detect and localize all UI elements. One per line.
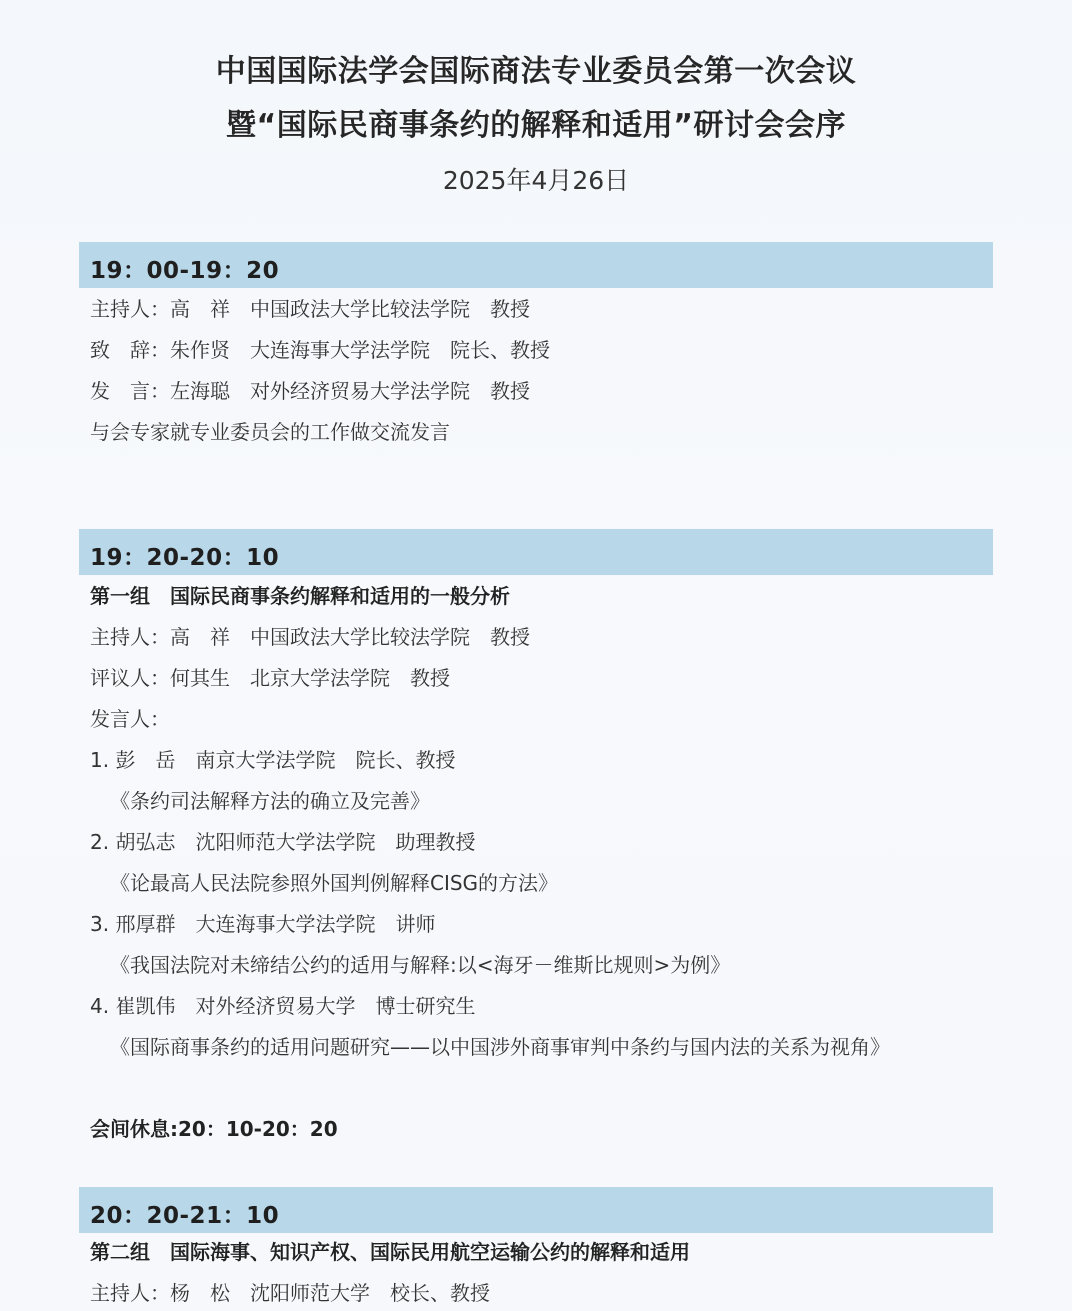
session-1-exchange: 与会专家就专业委员会的工作做交流发言 <box>90 420 450 444</box>
session-3-time: 20：20-21：10 <box>90 1203 280 1229</box>
session-1-time-bar <box>79 242 993 288</box>
break-time: 会间休息:20：10-20：20 <box>90 1117 338 1141</box>
speaker-3-paper: 《我国法院对未缔结公约的适用与解释:以<海牙－维斯比规则>为例》 <box>110 953 731 977</box>
session-3-group-title: 第二组 国际海事、知识产权、国际民用航空运输公约的解释和适用 <box>90 1240 690 1264</box>
speaker-4-info: 4. 崔凯伟 对外经济贸易大学 博士研究生 <box>90 994 476 1018</box>
session-1-host: 主持人：高 祥 中国政法大学比较法学院 教授 <box>90 297 530 321</box>
session-2-time-bar <box>79 529 993 575</box>
speaker-1-paper: 《条约司法解释方法的确立及完善》 <box>110 789 430 813</box>
session-2-speakers-label: 发言人： <box>90 707 170 731</box>
speaker-2-paper: 《论最高人民法院参照外国判例解释CISG的方法》 <box>110 871 559 895</box>
session-1-speech: 发 言：左海聪 对外经济贸易大学法学院 教授 <box>90 379 530 403</box>
speaker-3-info: 3. 邢厚群 大连海事大学法学院 讲师 <box>90 912 436 936</box>
session-2-commentator: 评议人：何其生 北京大学法学院 教授 <box>90 666 450 690</box>
speaker-2-info: 2. 胡弘志 沈阳师范大学法学院 助理教授 <box>90 830 476 854</box>
speaker-4-paper: 《国际商事条约的适用问题研究——以中国涉外商事审判中条约与国内法的关系为视角》 <box>110 1035 890 1059</box>
session-2-group-title: 第一组 国际民商事条约解释和适用的一般分析 <box>90 584 510 608</box>
title-line-2: 暨“国际民商事条约的解释和适用”研讨会会序 <box>226 108 846 143</box>
session-1-time: 19：00-19：20 <box>90 258 280 284</box>
session-1-welcome: 致 辞：朱作贤 大连海事大学法学院 院长、教授 <box>90 338 550 362</box>
session-3-time-bar <box>79 1187 993 1233</box>
session-2-host: 主持人：高 祥 中国政法大学比较法学院 教授 <box>90 625 530 649</box>
session-2-time: 19：20-20：10 <box>90 545 280 571</box>
session-3-host: 主持人：杨 松 沈阳师范大学 校长、教授 <box>90 1281 490 1305</box>
title-line-1: 中国国际法学会国际商法专业委员会第一次会议 <box>215 54 857 89</box>
conference-date: 2025年4月26日 <box>442 166 630 195</box>
speaker-1-info: 1. 彭 岳 南京大学法学院 院长、教授 <box>90 748 456 772</box>
